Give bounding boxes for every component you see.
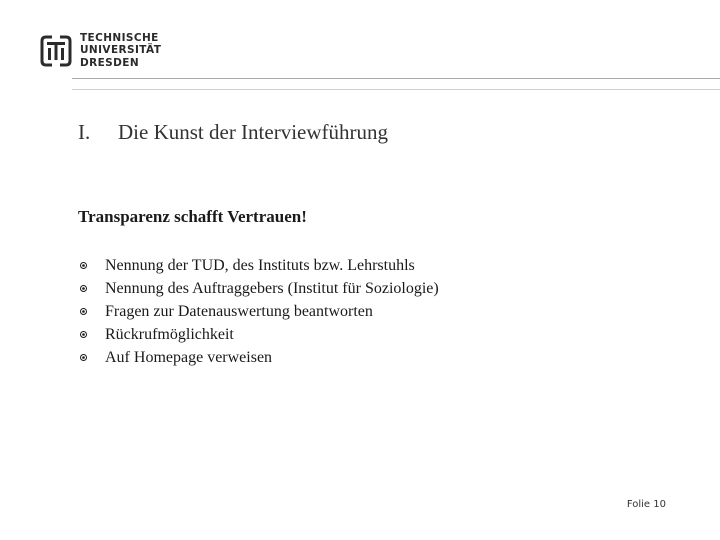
logo-line-2: UNIVERSITÄT — [80, 44, 162, 57]
list-item-text: Fragen zur Datenauswertung beantworten — [105, 303, 373, 320]
tud-logo-mark-icon — [38, 33, 74, 69]
list-item — [78, 277, 439, 300]
slide-subheading: Transparenz schafft Vertrauen! — [78, 207, 307, 226]
list-item-text: Rückrufmöglichkeit — [105, 326, 234, 343]
bullet-icon — [80, 354, 87, 361]
slide-number: Folie 10 — [626, 499, 666, 510]
list-item — [78, 254, 439, 277]
logo-wordmark — [80, 32, 161, 69]
section-number: I. — [78, 120, 91, 144]
list-item-text: Nennung der TUD, des Instituts bzw. Lehrstuhls — [105, 257, 415, 274]
bullet-icon — [80, 331, 87, 338]
university-logo — [38, 30, 178, 72]
header-divider — [72, 78, 720, 79]
logo-line-3: DRESDEN — [80, 56, 140, 69]
bullet-icon — [80, 262, 87, 269]
list-item — [78, 300, 439, 323]
bullet-icon — [80, 308, 87, 315]
list-item — [78, 346, 439, 369]
list-item-text: Nennung des Auftraggebers (Institut für Soziologie) — [105, 280, 439, 297]
bullet-list — [78, 254, 439, 369]
section-title: Die Kunst der Interviewführung — [118, 120, 389, 144]
list-item — [78, 323, 439, 346]
list-item-text: Auf Homepage verweisen — [105, 349, 273, 366]
header-divider-secondary — [72, 89, 720, 90]
section-heading — [78, 120, 388, 145]
logo-line-1: TECHNISCHE — [80, 32, 159, 44]
bullet-icon — [80, 285, 87, 292]
